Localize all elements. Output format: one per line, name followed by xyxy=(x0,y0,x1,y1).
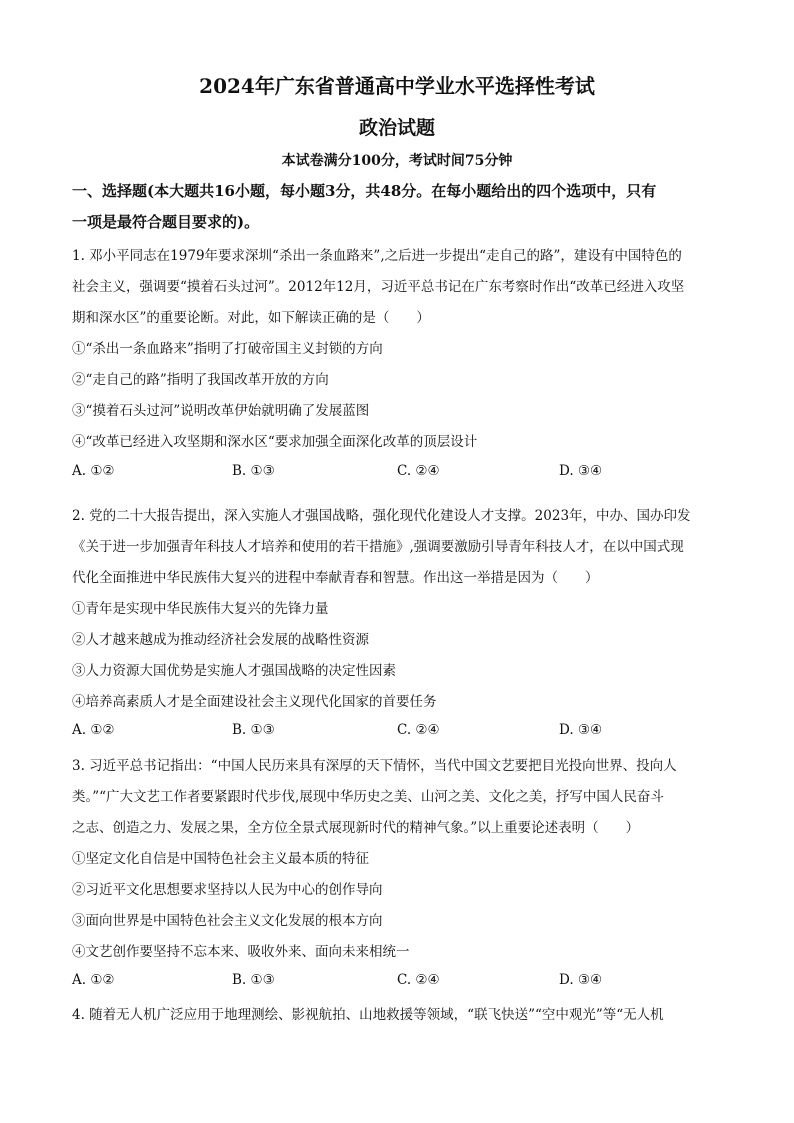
statement: ③“摸着石头过河”说明改革伊始就明确了发展蓝图 xyxy=(72,403,370,419)
exam-info: 本试卷满分100分，考试时间75分钟 xyxy=(281,153,513,169)
statement: ④文艺创作要坚持不忘本来、吸收外来、面向未来相统一 xyxy=(72,944,410,960)
statement: ①青年是实现中华民族伟大复兴的先锋力量 xyxy=(72,601,329,617)
question-stem: 3. 习近平总书记指出：“中国人民历来具有深厚的天下情怀，当代中国文艺要把目光投向世界、投向人 xyxy=(72,758,677,774)
answer-options xyxy=(72,722,732,742)
answer-options xyxy=(72,972,732,992)
question-stem: 代化全面推进中华民族伟大复兴的进程中奉献青春和智慧。作出这一举措是因为（ ） xyxy=(72,570,599,586)
statement: ④培养高素质人才是全面建设社会主义现代化国家的首要任务 xyxy=(72,694,437,710)
subject-title: 政治试题 xyxy=(358,117,435,139)
option-c: C. ②④ xyxy=(397,972,440,988)
option-a: A. ①② xyxy=(72,463,115,479)
question-stem: 2. 党的二十大报告提出，深入实施人才强国战略，强化现代化建设人才支撑。2023年，中办、国办印发 xyxy=(72,508,691,524)
option-d: D. ③④ xyxy=(559,722,603,738)
option-b: B. ①③ xyxy=(232,972,275,988)
option-d: D. ③④ xyxy=(559,972,603,988)
statement: ③面向世界是中国特色社会主义文化发展的根本方向 xyxy=(72,913,383,929)
answer-options xyxy=(72,463,732,483)
statement: ①坚定文化自信是中国特色社会主义最本质的特征 xyxy=(72,851,369,867)
option-c: C. ②④ xyxy=(397,463,440,479)
section-heading: 一、选择题(本大题共16小题，每小题3分，共48分。在每小题给出的四个选项中，只有 xyxy=(72,182,657,200)
option-a: A. ①② xyxy=(72,972,115,988)
option-b: B. ①③ xyxy=(232,722,275,738)
statement: ③人力资源大国优势是实施人才强国战略的决定性因素 xyxy=(72,663,396,679)
statement: ②人才越来越成为推动经济社会发展的战略性资源 xyxy=(72,632,369,648)
question-stem: 类。”“广大文艺工作者要紧跟时代步伐,展现中华历史之美、山河之美、文化之美，抒写中国人民奋斗 xyxy=(72,789,664,805)
section-heading: 一项是最符合题目要求的)。 xyxy=(72,213,260,231)
statement: ②“走自己的路”指明了我国改革开放的方向 xyxy=(72,372,329,388)
option-a: A. ①② xyxy=(72,722,115,738)
question-stem: 《关于进一步加强青年科技人才培养和使用的若干措施》,强调要激励引导青年科技人才，在以中国式现 xyxy=(72,539,684,555)
statement: ②习近平文化思想要求坚持以人民为中心的创作导向 xyxy=(72,882,383,898)
question-stem: 社会主义，强调要“摸着石头过河”。2012年12月，习近平总书记在广东考察时作出“改革已经进入攻坚 xyxy=(72,279,685,295)
question-stem: 4. 随着无人机广泛应用于地理测绘、影视航拍、山地救援等领域，“联飞快送”“空中观光”等“无人机 xyxy=(72,1007,664,1023)
option-c: C. ②④ xyxy=(397,722,440,738)
exam-title: 2024年广东省普通高中学业水平选择性考试 xyxy=(199,74,595,98)
question-stem: 1. 邓小平同志在1979年要求深圳“杀出一条血路来”,之后进一步提出“走自己的路”，建设有中国特色的 xyxy=(72,248,682,264)
statement: ④“改革已经进入攻坚期和深水区“要求加强全面深化改革的顶层设计 xyxy=(72,434,478,450)
option-b: B. ①③ xyxy=(232,463,275,479)
statement: ①“杀出一条血路来”指明了打破帝国主义封锁的方向 xyxy=(72,341,383,357)
question-stem: 之志、创造之力、发展之果，全方位全景式展现新时代的精神气象。”以上重要论述表明（ ） xyxy=(72,820,640,836)
question-stem: 期和深水区”的重要论断。对此，如下解读正确的是（ ） xyxy=(72,310,430,326)
option-d: D. ③④ xyxy=(559,463,603,479)
